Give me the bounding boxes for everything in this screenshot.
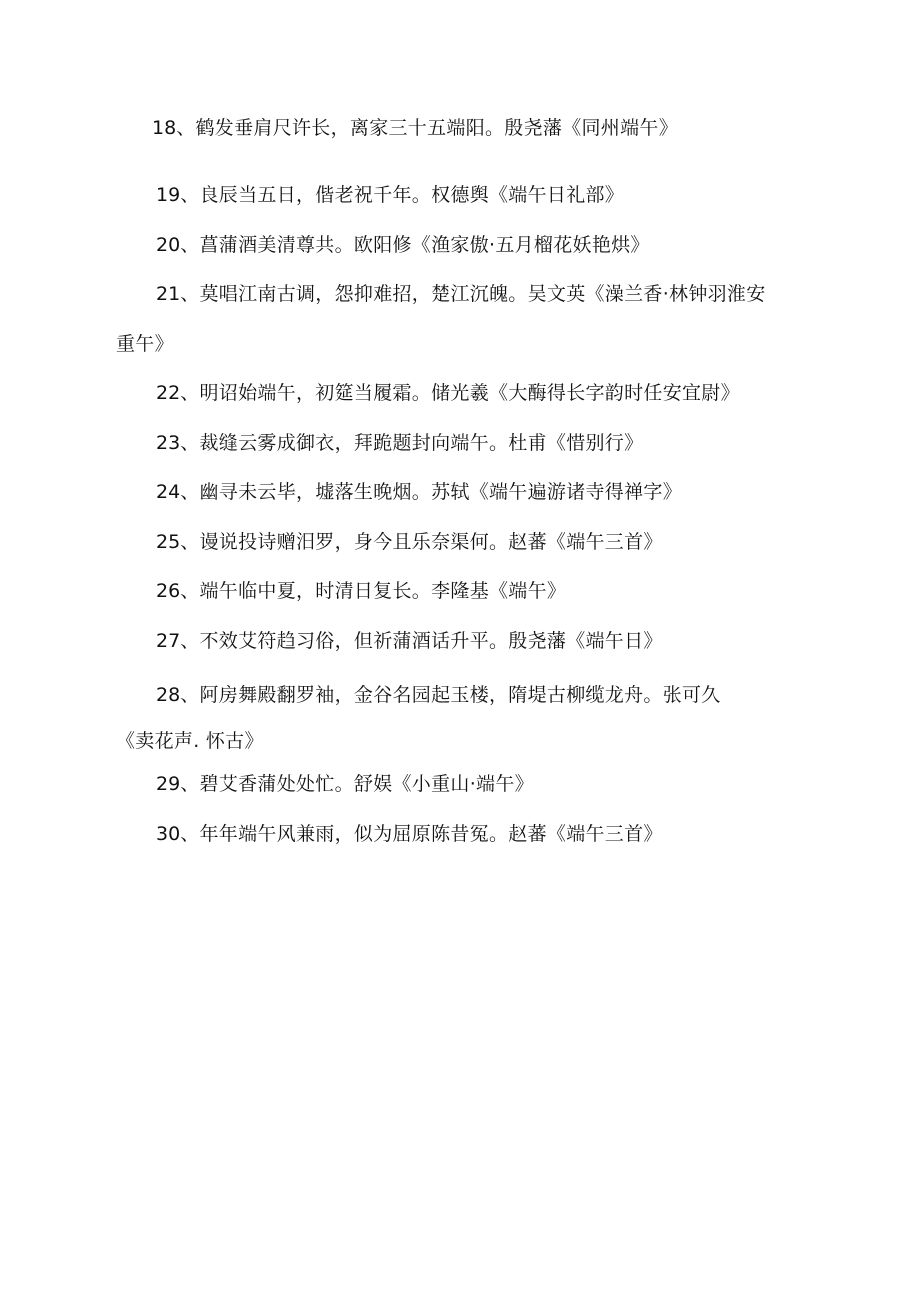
- item-text: 、裁缝云雾成御衣，拜跪题封向端午。杜甫《惜别行》: [180, 432, 644, 454]
- item-text: 、不效艾符趋习俗，但祈蒲酒话升平。殷尧藩《端午日》: [180, 630, 663, 652]
- item-text: 、莫唱江南古调，怨抑难招，楚江沉魄。吴文英《澡兰香·林钟羽淮安: [180, 283, 766, 305]
- item-number: 20: [156, 234, 181, 256]
- item-text: 、幽寻未云毕，墟落生晚烟。苏轼《端午遍游诸寺得禅字》: [180, 481, 682, 503]
- item-text: 、明诏始端午，初筵当履霜。储光羲《大酶得长字韵时任安宜尉》: [180, 382, 740, 404]
- item-number: 26: [156, 580, 181, 602]
- item-number: 29: [156, 773, 181, 795]
- item-number: 19: [156, 184, 181, 206]
- item-text: 、菖蒲酒美清尊共。欧阳修《渔家傲·五月榴花妖艳烘》: [180, 234, 650, 256]
- poem-line-25: [156, 530, 663, 554]
- poem-line-23: [156, 431, 643, 455]
- poem-line-30: [156, 822, 663, 846]
- item-text: 、年年端午风兼雨，似为屈原陈昔冤。赵蕃《端午三首》: [180, 823, 663, 845]
- poem-line-24: [156, 480, 682, 504]
- poem-line-20: [156, 233, 650, 257]
- item-number: 27: [156, 630, 181, 652]
- item-text: 、谩说投诗赠汨罗，身今且乐奈渠何。赵蕃《端午三首》: [180, 531, 663, 553]
- item-number: 23: [156, 432, 181, 454]
- item-number: 25: [156, 531, 181, 553]
- item-text: 、端午临中夏，时清日复长。李隆基《端午》: [180, 580, 567, 602]
- item-text: 、碧艾香蒲处处忙。舒娱《小重山·端午》: [180, 773, 534, 795]
- item-number: 24: [156, 481, 181, 503]
- item-number: 30: [156, 823, 181, 845]
- item-number: 18: [152, 117, 177, 139]
- poem-line-21-continuation: 重午》: [116, 333, 174, 355]
- item-text: 、良辰当五日，偕老祝千年。权德舆《端午日礼部》: [180, 184, 625, 206]
- poem-line-29: [156, 772, 534, 796]
- poem-line-28: [156, 683, 721, 707]
- poem-line-27: [156, 629, 663, 653]
- item-number: 21: [156, 283, 181, 305]
- poem-line-21: [156, 282, 766, 306]
- poem-line-19: [156, 183, 624, 207]
- poem-line-26: [156, 579, 566, 603]
- poem-line-22: [156, 381, 740, 405]
- item-number: 22: [156, 382, 181, 404]
- item-text: 、阿房舞殿翻罗袖，金谷名园起玉楼，隋堤古柳缆龙舟。张可久: [180, 684, 721, 706]
- item-text: 、鹤发垂肩尺许长，离家三十五端阳。殷尧藩《同州端午》: [176, 117, 678, 139]
- item-number: 28: [156, 684, 181, 706]
- poem-line-28-continuation: 《卖花声. 怀古》: [116, 730, 264, 752]
- poem-line-18: [152, 116, 678, 140]
